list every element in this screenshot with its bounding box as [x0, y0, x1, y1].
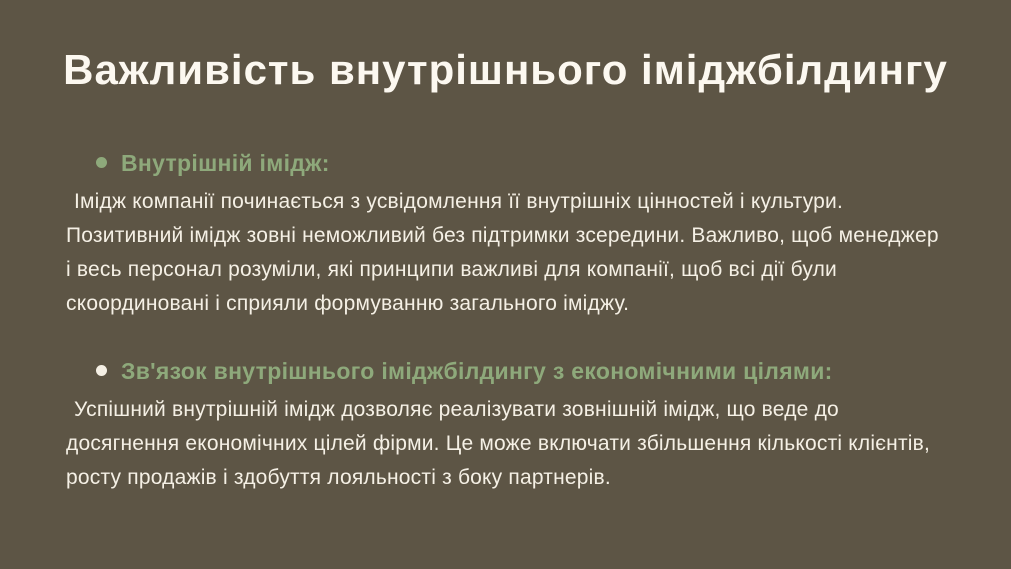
section-internal-image — [66, 149, 947, 321]
section-body: Успішний внутрішній імідж дозволяє реалізувати зовнішній імідж, що веде до досягнення економічних цілей фірми. Це може включати збільшення кількості клієнтів, росту продажів і здобуття лояльності з боку партнерів. — [66, 397, 931, 489]
section-economic-goals — [66, 357, 947, 495]
section-heading: Внутрішній імідж: — [121, 149, 330, 176]
section-heading-row — [66, 149, 947, 177]
slide-content — [0, 149, 1011, 495]
bullet-dot-icon — [96, 157, 107, 168]
section-heading: Зв'язок внутрішнього іміджбілдингу з економічними цілями: — [121, 357, 833, 384]
slide-title: Важливість внутрішнього іміджбілдингу — [63, 46, 948, 93]
section-body: Імідж компанії починається з усвідомлення її внутрішніх цінностей і культури. Позитивний імідж зовні неможливий без підтримки зсередини. Важливо, щоб менеджер і весь персонал розуміли, які принципи важливі для компанії, щоб всі дії були скоординовані і сприяли формуванню загального іміджу. — [66, 189, 939, 315]
section-heading-row — [66, 357, 947, 385]
bullet-dot-icon — [96, 365, 107, 376]
